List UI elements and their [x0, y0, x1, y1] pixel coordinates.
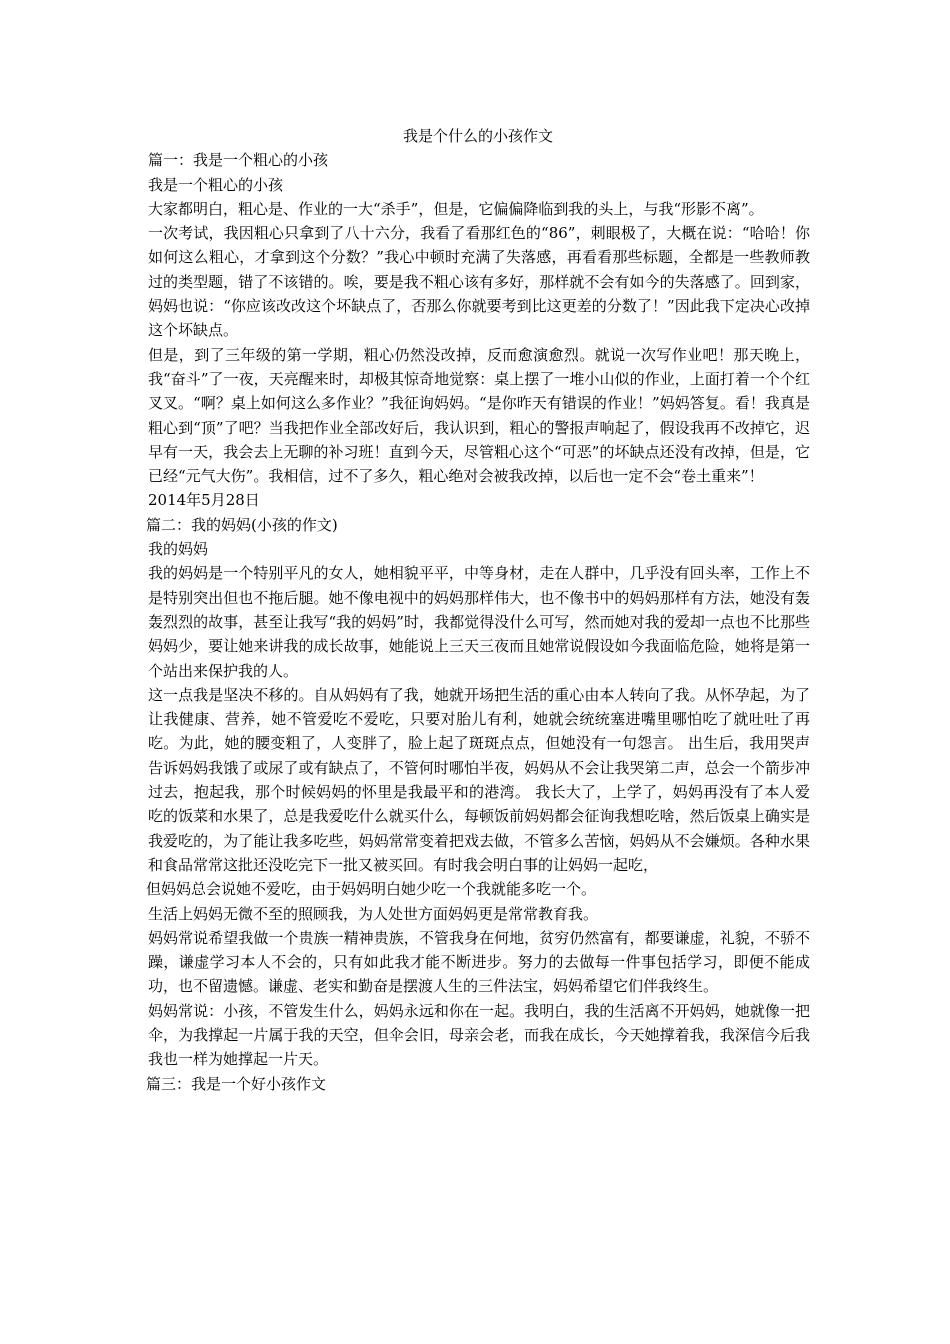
- section3-heading: 篇三：我是一个好小孩作文: [146, 1074, 327, 1093]
- document-page: [146, 124, 810, 1096]
- section2-subtitle: 我的妈妈: [148, 540, 209, 559]
- section2-paragraph: 这一点我是坚决不移的。自从妈妈有了我，她就开场把生活的重心由本人转向了我。从怀孕起，为了让我健康、营养，她不管爱吃不爱吃，只要对胎儿有利，她就会统统塞进嘴里哪怕吃了就吐吐了再吃。为此，她的腰变粗了，人变胖了，脸上起了斑斑点点，但她没有一句怨言。 出生后，我用哭声告诉妈妈我饿了或尿了或有缺点了，不管何时哪怕半夜，妈妈从不会让我哭第二声，总会一个箭步冲过去，抱起我，那个时候妈妈的怀里是我最平和的港湾。 我长大了，上学了，妈妈再没有了本人爱吃的饭菜和水果了，总是我爱吃什么就买什么，每顿饭前妈妈都会征询我想吃啥，然后饭桌上确实是我爱吃的，为了能让我多吃些，妈妈常常变着把戏去做，不管多么苦恼，妈妈从不会嫌烦。各种水果和食品常常这批还没吃完下一批又被买回。有时我会明白事的让妈妈一起吃，: [148, 685, 810, 874]
- section1-date: 2014年5月28日: [148, 491, 260, 510]
- section1-paragraph: 大家都明白，粗心是、作业的一大“杀手”，但是，它偏偏降临到我的头上，与我“形影不离”。: [148, 199, 764, 218]
- section2-heading: 篇二：我的妈妈(小孩的作文): [146, 515, 338, 534]
- section2-paragraph: 我的妈妈是一个特别平凡的女人，她相貌平平，中等身材，走在人群中，几乎没有回头率，工作上不是特别突出但也不拖后腿。她不像电视中的妈妈那样伟大，也不像书中的妈妈那样有方法，她没有轰轰烈烈的故事，甚至让我写“我的妈妈”时，我都觉得没什么可写，然而她对我的爱却一点也不比那些妈妈少，要让她来讲我的成长故事，她能说上三天三夜而且她常说假设如今我面临危险，她将是第一个站出来保护我的人。: [148, 564, 810, 680]
- document-title: 我是个什么的小孩作文: [402, 127, 553, 145]
- section2-paragraph: 但妈妈总会说她不爱吃，由于妈妈明白她少吃一个我就能多吃一个。: [146, 880, 597, 899]
- section2-paragraph: 妈妈常说希望我做一个贵族一精神贵族，不管我身在何地，贫穷仍然富有，都要谦虚，礼貌，不骄不躁，谦虚学习本人不会的，只有如此我才能不断进步。努力的去做每一件事包括学习，即便不能成功，也不留遗憾。谦虚、老实和勤奋是摆渡人生的三件法宝，妈妈希望它们伴我终生。: [148, 928, 810, 996]
- section1-paragraph: 一次考试，我因粗心只拿到了八十六分，我看了看那红色的“86”，刺眼极了，大概在说：“哈哈！你如何这么粗心，才拿到这个分数？”我心中顿时充满了失落感，再看看那些标题，全都是一些教师教过的类型题，错了不该错的。唉，要是我不粗心该有多好，那样就不会有如今的失落感了。回到家，妈妈也说：“你应该改改这个坏缺点了，否那么你就要考到比这更差的分数了！”因此我下定决心改掉这个坏缺点。: [148, 224, 810, 340]
- section2-paragraph: 妈妈常说：小孩，不管发生什么，妈妈永远和你在一起。我明白，我的生活离不开妈妈，她就像一把伞，为我撑起一片属于我的天空，但伞会旧，母亲会老，而我在成长，今天她撑着我，我深信今后我我也一样为她撑起一片天。: [148, 1001, 810, 1069]
- section2-paragraph: 生活上妈妈无微不至的照顾我，为人处世方面妈妈更是常常教育我。: [148, 904, 599, 923]
- section1-paragraph: 但是，到了三年级的第一学期，粗心仍然没改掉，反而愈演愈烈。就说一次写作业吧！那天晚上，我“奋斗”了一夜，天亮醒来时，却极其惊奇地觉察：桌上摆了一堆小山似的作业，上面打着一个个红叉叉。“啊？桌上如何这么多作业？”我征询妈妈。“是你昨天有错误的作业！”妈妈答复。看！我真是粗心到“顶”了吧？当我把作业全部改好后，我认识到，粗心的警报声响起了，假设我再不改掉它，迟早有一天，我会去上无聊的补习班！直到今天，尽管粗心这个“可恶”的坏缺点还没有改掉，但是，它已经“元气大伤”。我相信，过不了多久，粗心绝对会被我改掉，以后也一定不会“卷土重来”！: [148, 345, 810, 486]
- section1-heading: 篇一：我是一个粗心的小孩: [148, 151, 329, 170]
- section1-subtitle: 我是一个粗心的小孩: [148, 175, 284, 194]
